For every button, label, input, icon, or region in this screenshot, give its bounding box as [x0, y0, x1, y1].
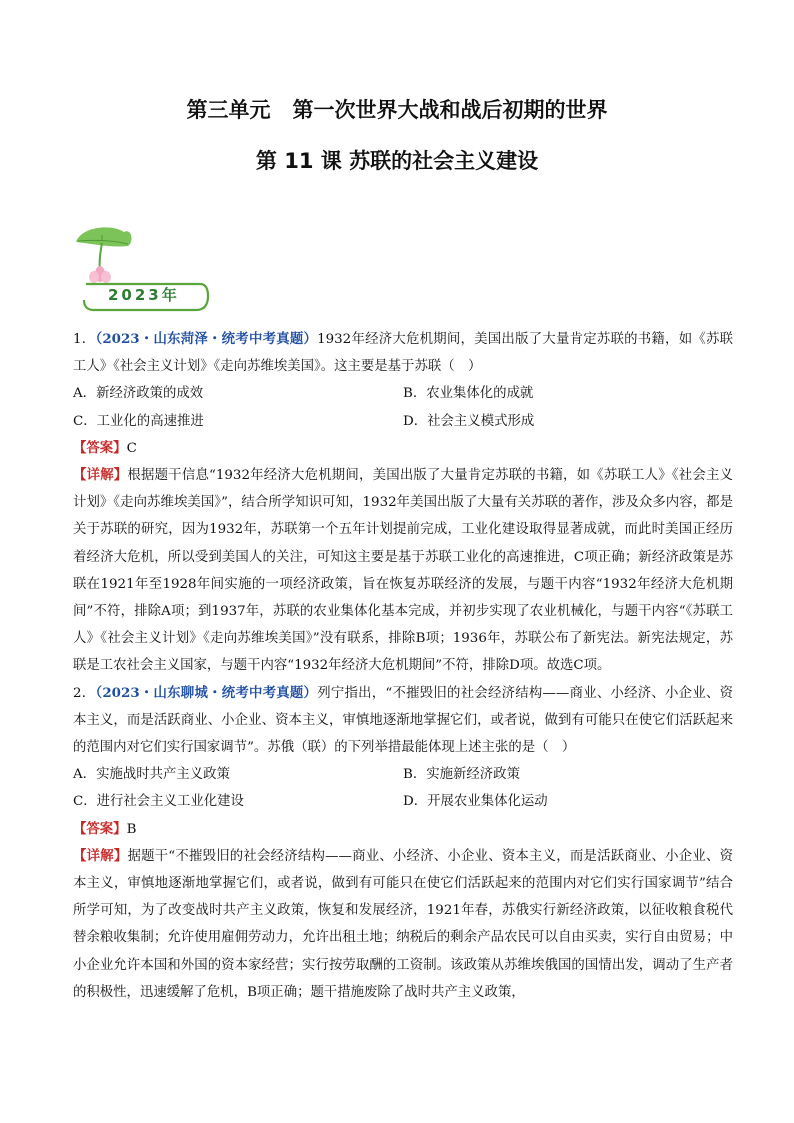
unit-title-number: 第三单元	[186, 98, 271, 122]
option-key: C．	[73, 794, 97, 810]
option-d	[403, 408, 733, 435]
detail-text: 根据题干信息“1932年经济大危机期间，美国出版了大量肯定苏联的书籍，如《苏联工人》《社会主义计划》《走向苏维埃美国》”，结合所学知识可知，1932年美国出版了大量有关苏联的著作，涉及众多内容，都是关于苏联的研究，因为1932年，苏联第一个五年计划提前完成，工业化建设取得显著成就，而此时美国正经历着经济大危机，所以受到美国人的关注，可知这主要是基于苏联工业化的高速推进，C项正确；新经济政策是苏联在1921年至1928年间实施的一项经济政策，旨在恢复苏联经济的发展，与题干内容“1932年经济大危机期间”不符，排除A项；到1937年，苏联的农业集体化基本完成，并初步实现了农业机械化，与题干内容“《苏联工人》《社会主义计划》《走向苏维埃美国》”没有联系，排除B项；1936年，苏联公布了新宪法。新宪法规定，苏联是工农社会主义国家，与题干内容“1932年经济大危机期间”不符，排除D项。故选C项。	[73, 468, 733, 674]
option-key: A．	[73, 386, 97, 402]
option-key: D．	[403, 794, 428, 810]
option-key: C．	[73, 413, 97, 429]
answer-line	[73, 816, 733, 843]
options	[73, 380, 733, 434]
option-a	[73, 761, 403, 788]
year-badge-label: 2023年	[108, 286, 180, 304]
answer-line	[73, 435, 733, 462]
unit-title-name: 第一次世界大战和战后初期的世界	[292, 98, 608, 122]
detail-text: 据题干“不摧毁旧的社会经济结构——商业、小经济、小企业、资本主义，而是活跃商业、小企业、资本主义，审慎地逐渐地掌握它们，或者说，做到有可能只在使它们活跃起来的范围内对它们实行国家调节”结合所学可知，为了改变战时共产主义政策，恢复和发展经济，1921年春，苏俄实行新经济政策，以征收粮食税代替余粮收集制；允许使用雇佣劳动力，允许出租土地；纳税后的剩余产品农民可以自由买卖，实行自由贸易；中小企业允许本国和外国的资本家经营；实行按劳取酬的工资制。该政策从苏维埃俄国的国情出发，调动了生产者的积极性，迅速缓解了危机，B项正确；题干措施废除了战时共产主义政策，	[73, 848, 734, 1000]
option-b	[403, 761, 733, 788]
answer-label: 【答案】	[73, 439, 127, 456]
question-text: 1932年经济大危机期间，美国出版了大量肯定苏联的书籍，如《苏联工人》《社会主义计划》《走向苏维埃美国》。这主要是基于苏联（ ）	[73, 332, 733, 375]
option-text: 实施新经济政策	[426, 767, 520, 783]
option-key: A．	[73, 767, 97, 783]
option-d	[403, 788, 733, 815]
unit-title	[0, 94, 794, 124]
detail-label: 【详解】	[73, 467, 128, 484]
option-b	[403, 380, 733, 407]
option-key: D．	[403, 413, 428, 429]
lesson-title: 第 11 课 苏联的社会主义建设	[255, 149, 539, 173]
option-text: 新经济政策的成效	[96, 386, 204, 402]
options	[73, 761, 733, 815]
question-text: 列宁指出，“不摧毁旧的社会经济结构——商业、小经济、小企业、资本主义，而是活跃商业、小企业、资本主义，审慎地逐渐地掌握它们，或者说，做到有可能只在使它们活跃起来的范围内对它们实行国家调节”。苏俄（联）的下列举措最能体现上述主张的是（ ）	[73, 685, 733, 756]
option-c	[73, 788, 403, 815]
option-c	[73, 408, 403, 435]
option-a	[73, 380, 403, 407]
question-stem	[73, 326, 733, 380]
option-text: 社会主义模式形成	[427, 413, 535, 429]
option-text: 进行社会主义工业化建设	[96, 794, 244, 810]
detail-paragraph	[73, 462, 733, 680]
option-key: B．	[403, 386, 427, 402]
answer-value: B	[126, 821, 137, 837]
question-stem	[73, 680, 733, 762]
option-key: B．	[403, 767, 427, 783]
question-source: （2023・山东聊城・统考中考真题）	[95, 684, 318, 701]
option-text: 开展农业集体化运动	[427, 794, 548, 810]
answer-value: C	[126, 440, 137, 456]
question-source: （2023・山东菏泽・统考中考真题）	[95, 331, 318, 347]
question-item	[73, 326, 733, 680]
detail-label: 【详解】	[73, 847, 128, 864]
question-number: 1．	[73, 332, 96, 347]
question-number: 2．	[73, 685, 96, 701]
option-text: 工业化的高速推进	[96, 413, 204, 429]
question-list	[73, 326, 733, 1006]
answer-label: 【答案】	[73, 820, 127, 837]
detail-paragraph	[73, 843, 733, 1006]
option-text: 实施战时共产主义政策	[96, 767, 230, 783]
question-item	[73, 680, 733, 1006]
option-text: 农业集体化的成就	[426, 386, 534, 402]
